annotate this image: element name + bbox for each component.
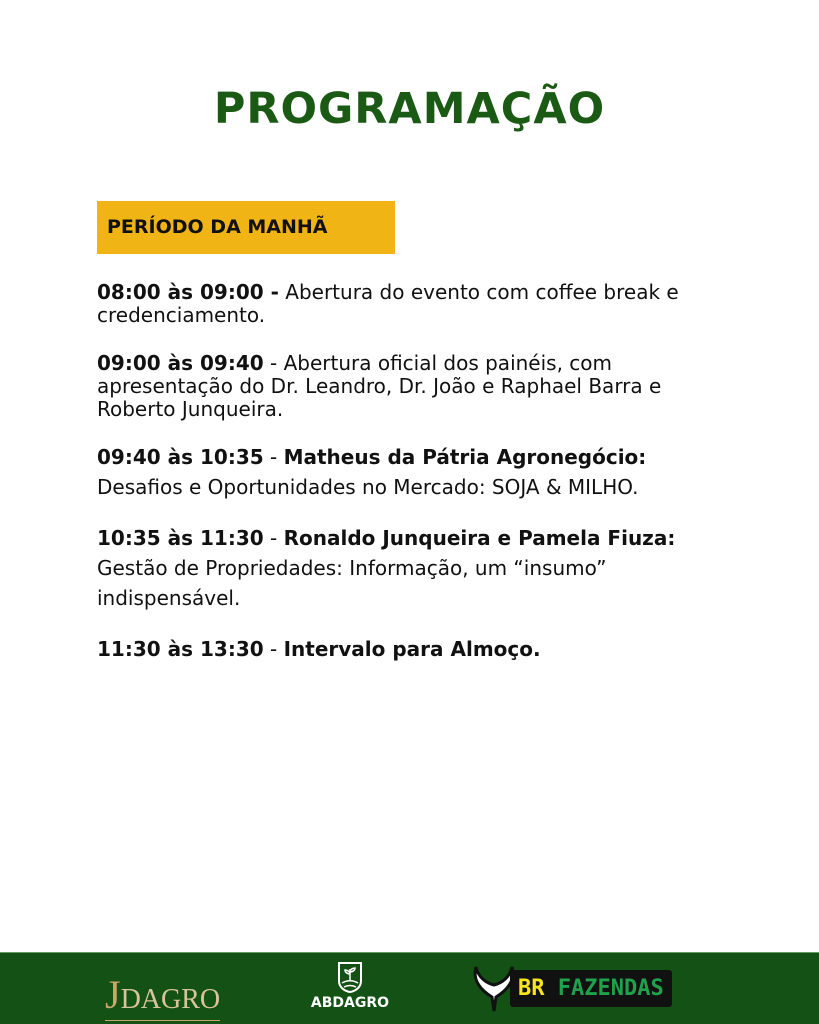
item-time: 09:40 às 10:35 bbox=[97, 445, 264, 469]
item-speaker: Ronaldo Junqueira e Pamela Fiuza: bbox=[283, 526, 676, 550]
item-speaker: Matheus da Pátria Agronegócio: bbox=[283, 445, 647, 469]
item-time: 10:35 às 11:30 bbox=[97, 526, 264, 550]
item-time: 11:30 às 13:30 bbox=[97, 637, 264, 661]
item-text: Gestão de Propriedades: Informação, um “insumo” indispensável. bbox=[97, 556, 607, 610]
item-text: Abertura do evento com coffee break e credenciamento. bbox=[97, 280, 679, 327]
item-speaker: Intervalo para Almoço. bbox=[283, 637, 541, 661]
item-text: - Abertura oficial dos painéis, com apresentação do Dr. Leandro, Dr. João e Raphael Barra e Roberto Junqueira. bbox=[97, 351, 662, 421]
schedule-item bbox=[97, 638, 737, 661]
plant-shield-icon bbox=[335, 961, 365, 993]
schedule-item bbox=[97, 281, 737, 327]
item-sep: - bbox=[263, 637, 284, 661]
schedule-item bbox=[97, 352, 737, 421]
item-time: 08:00 às 09:00 - bbox=[97, 280, 279, 304]
schedule-item bbox=[97, 442, 737, 502]
item-sep: - bbox=[263, 445, 284, 469]
item-text: Desafios e Oportunidades no Mercado: SOJA & MILHO. bbox=[97, 475, 639, 499]
jdagro-logo: JDAGRO bbox=[105, 971, 220, 1021]
section-badge: PERÍODO DA MANHÃ bbox=[97, 201, 395, 254]
br-fazendas-logo: BR FAZENDAS bbox=[472, 963, 672, 1013]
page-title: PROGRAMAÇÃO bbox=[213, 84, 606, 134]
footer-sponsors bbox=[0, 952, 819, 1024]
schedule-item bbox=[97, 523, 737, 613]
schedule-list bbox=[97, 281, 737, 686]
item-sep: - bbox=[263, 526, 284, 550]
abdagro-logo: ABDAGRO bbox=[305, 961, 395, 1011]
item-time: 09:00 às 09:40 bbox=[97, 351, 264, 375]
